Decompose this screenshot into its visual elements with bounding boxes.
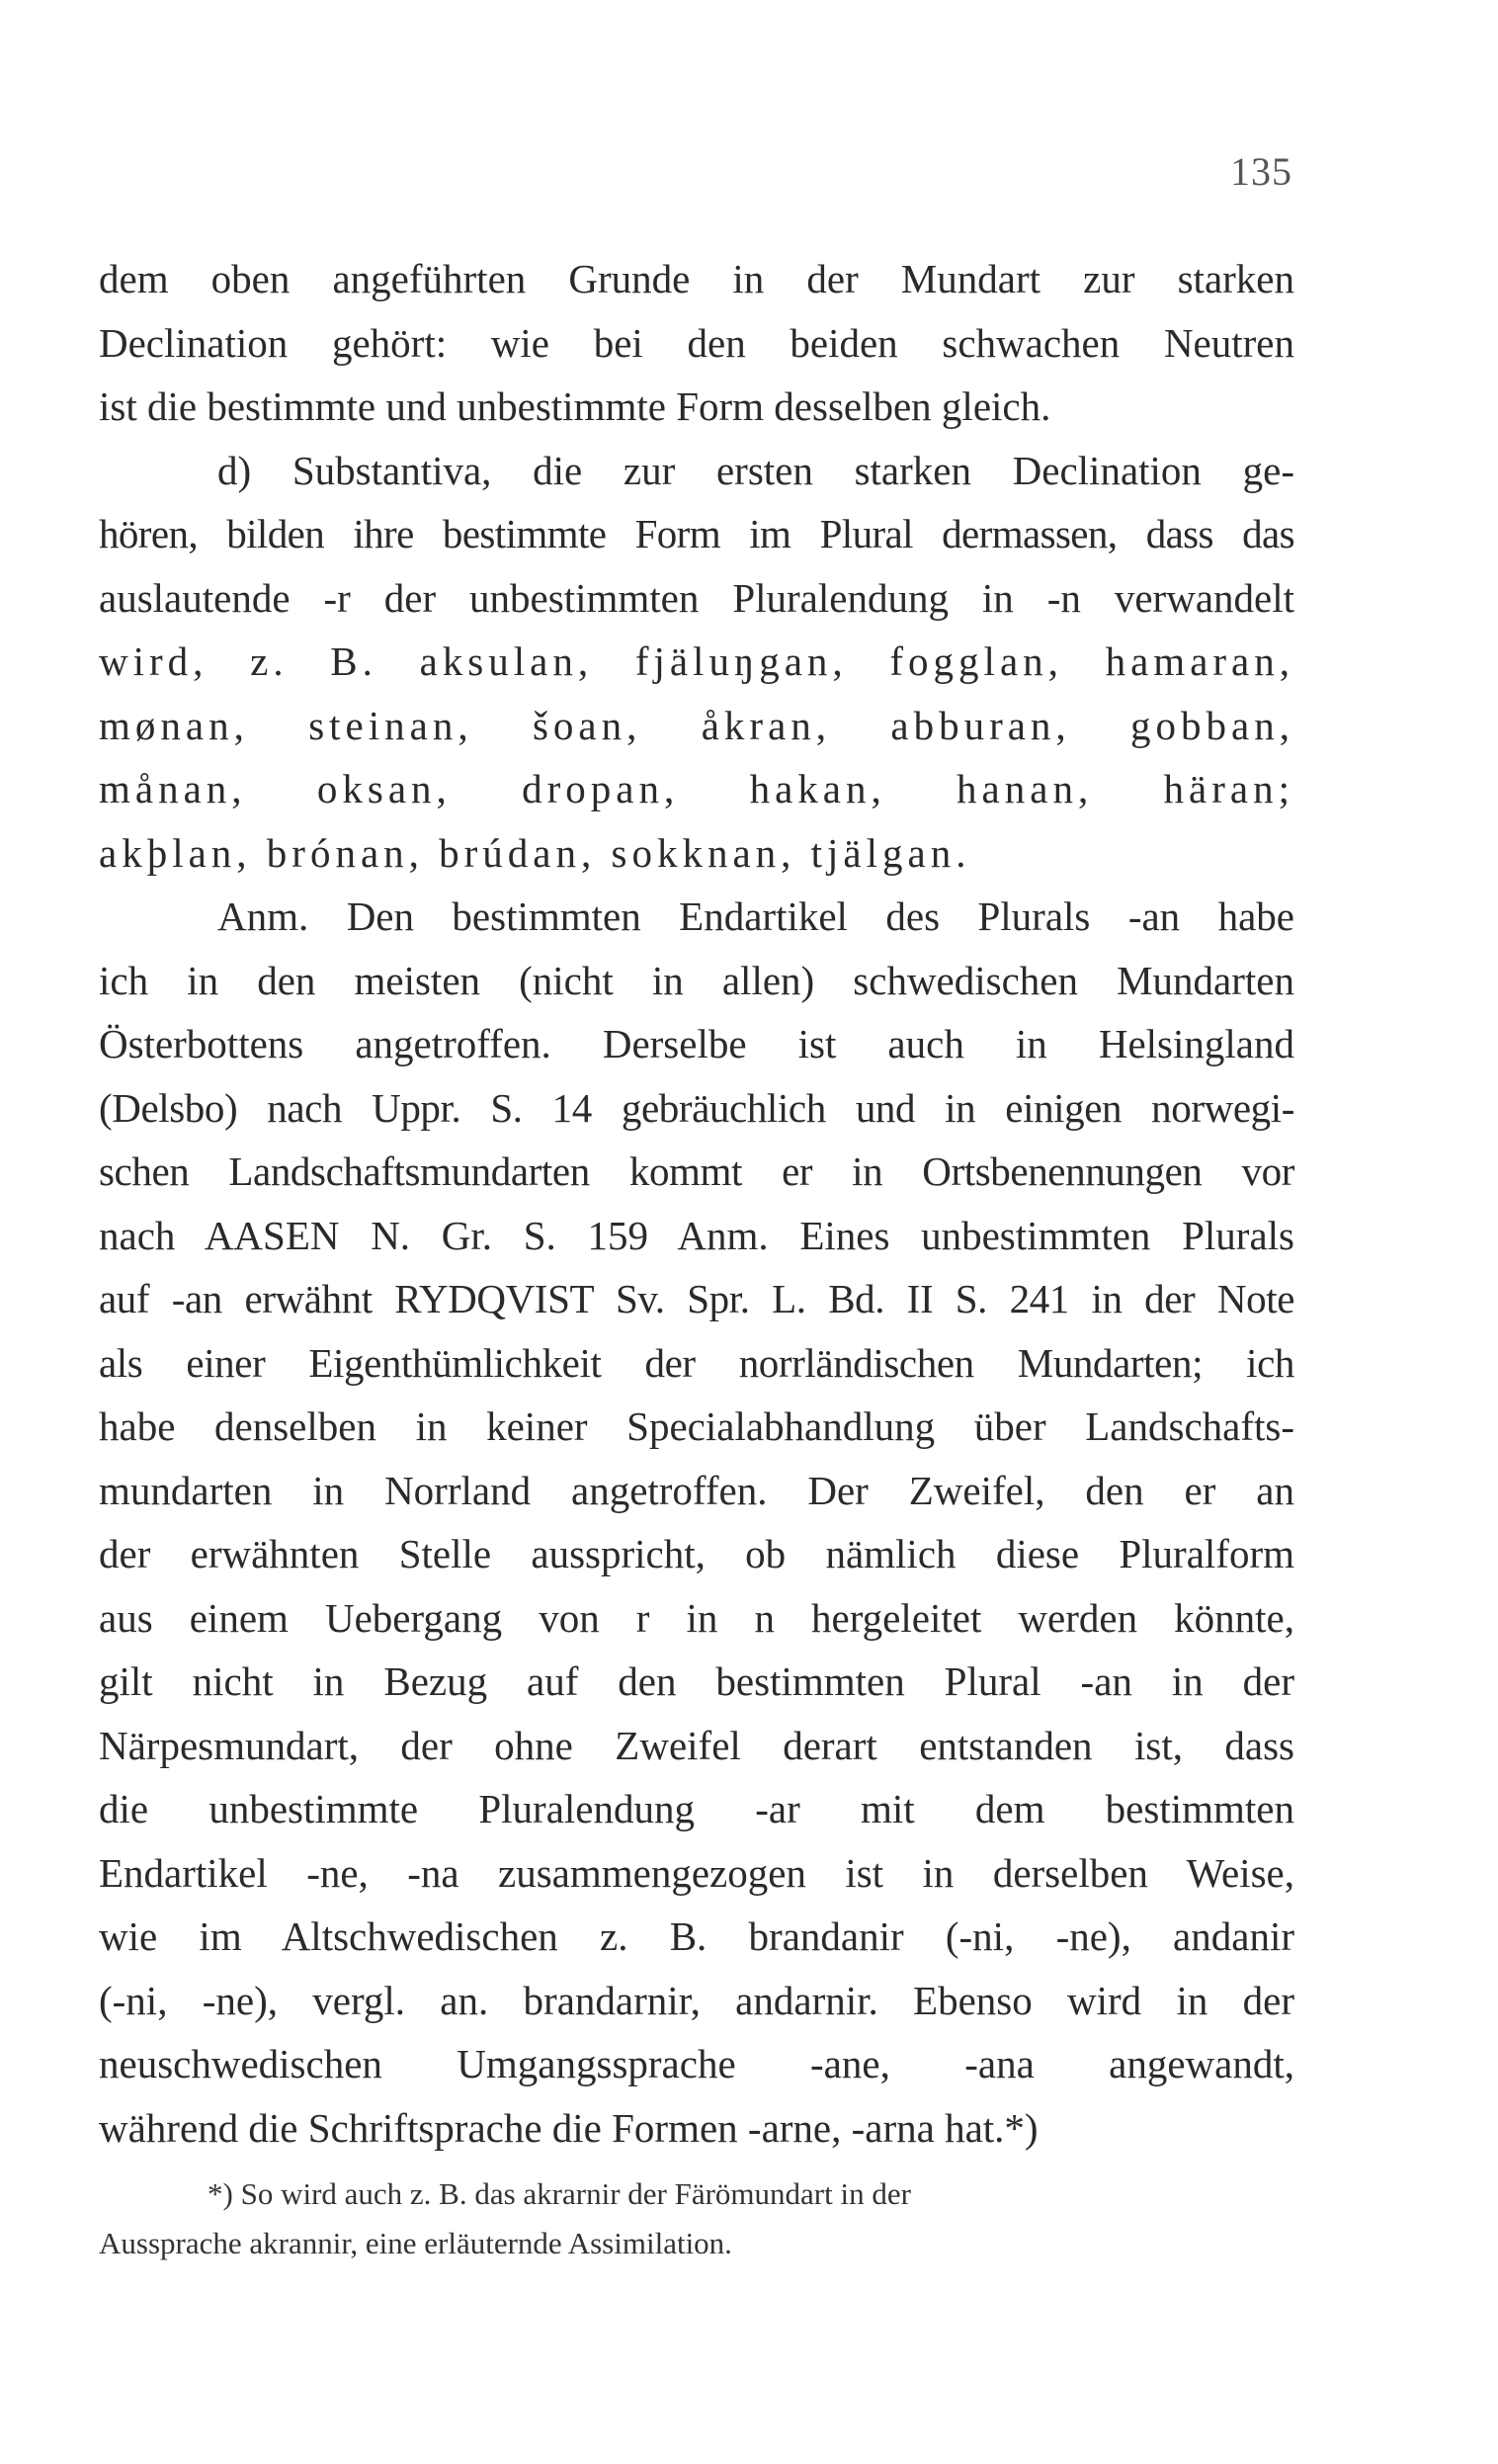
- text-line: auslautende -r der unbestimmten Pluralendung in -n verwandelt: [99, 574, 1294, 621]
- text-line: dem oben angeführten Grunde in der Mundart zur starken: [99, 256, 1294, 301]
- text-line: der erwähnten Stelle ausspricht, ob nämlich diese Pluralform: [99, 1531, 1294, 1576]
- text-line: ist die bestimmte und unbestimmte Form desselben gleich.: [99, 383, 1051, 429]
- book-page: [99, 148, 1294, 2422]
- text-line: d) Substantiva, die zur ersten starken Declination ge-: [217, 447, 1294, 493]
- text-line: (-ni, -ne), vergl. an. brandarnir, andarnir. Ebenso wird in der: [99, 1977, 1294, 2023]
- text-line: hören, bilden ihre bestimmte Form im Plural dermassen, dass das: [99, 511, 1294, 556]
- text-line: akþlan, brónan, brúdan, sokknan, tjälgan.: [99, 829, 971, 876]
- text-line: ich in den meisten (nicht in allen) schwedischen Mundarten: [99, 957, 1294, 1003]
- text-line: neuschwedischen Umgangssprache -ane, -ana angewandt,: [99, 2041, 1294, 2086]
- text-line: habe denselben in keiner Specialabhandlung über Landschafts-: [99, 1403, 1294, 1449]
- footnote-line: *) So wird auch z. B. das akrarnir der Färömundart in der: [208, 2176, 911, 2211]
- text-line: während die Schriftsprache die Formen -arne, -arna hat.*): [99, 2104, 1039, 2151]
- text-line: Anm. Den bestimmten Endartikel des Plurals -an habe: [217, 893, 1294, 939]
- text-line: Österbottens angetroffen. Derselbe ist auch in Helsingland: [99, 1021, 1294, 1066]
- text-line: schen Landschaftsmundarten kommt er in Ortsbenennungen vor: [99, 1148, 1294, 1194]
- page-number: 135: [1230, 149, 1292, 194]
- main-text-block: [99, 247, 1294, 2160]
- text-line: wie im Altschwedischen z. B. brandanir (-ni, -ne), andanir: [99, 1913, 1294, 1959]
- text-line: (Delsbo) nach Uppr. S. 14 gebräuchlich und in einigen norwegi-: [99, 1084, 1294, 1131]
- text-line: gilt nicht in Bezug auf den bestimmten Plural -an in der: [99, 1658, 1294, 1704]
- text-line: Declination gehört: wie bei den beiden schwachen Neutren: [99, 319, 1294, 366]
- text-line: månan, oksan, dropan, hakan, hanan, häran;: [99, 766, 1294, 811]
- footnote: [99, 2169, 1294, 2268]
- text-line: als einer Eigenthümlichkeit der norrländischen Mundarten; ich: [99, 1339, 1294, 1386]
- footnote-line: Aussprache akrannir, eine erläuternde Assimilation.: [99, 2226, 732, 2260]
- text-line: die unbestimmte Pluralendung -ar mit dem bestimmten: [99, 1786, 1294, 1831]
- text-line: auf -an erwähnt RYDQVIST Sv. Spr. L. Bd. II S. 241 in der Note: [99, 1276, 1294, 1321]
- text-line: Närpesmundart, der ohne Zweifel derart entstanden ist, dass: [99, 1722, 1294, 1768]
- text-line: Endartikel -ne, -na zusammengezogen ist in derselben Weise,: [99, 1849, 1294, 1896]
- text-line: nach AASEN N. Gr. S. 159 Anm. Eines unbestimmten Plurals: [99, 1212, 1294, 1258]
- text-line: mønan, steinan, šoan, åkran, abburan, gobban,: [99, 702, 1294, 748]
- text-line: mundarten in Norrland angetroffen. Der Zweifel, den er an: [99, 1467, 1294, 1513]
- text-line: aus einem Uebergang von r in n hergeleitet werden könnte,: [99, 1594, 1294, 1641]
- text-line: wird, z. B. aksulan, fjäluŋgan, fogglan, hamaran,: [99, 638, 1294, 684]
